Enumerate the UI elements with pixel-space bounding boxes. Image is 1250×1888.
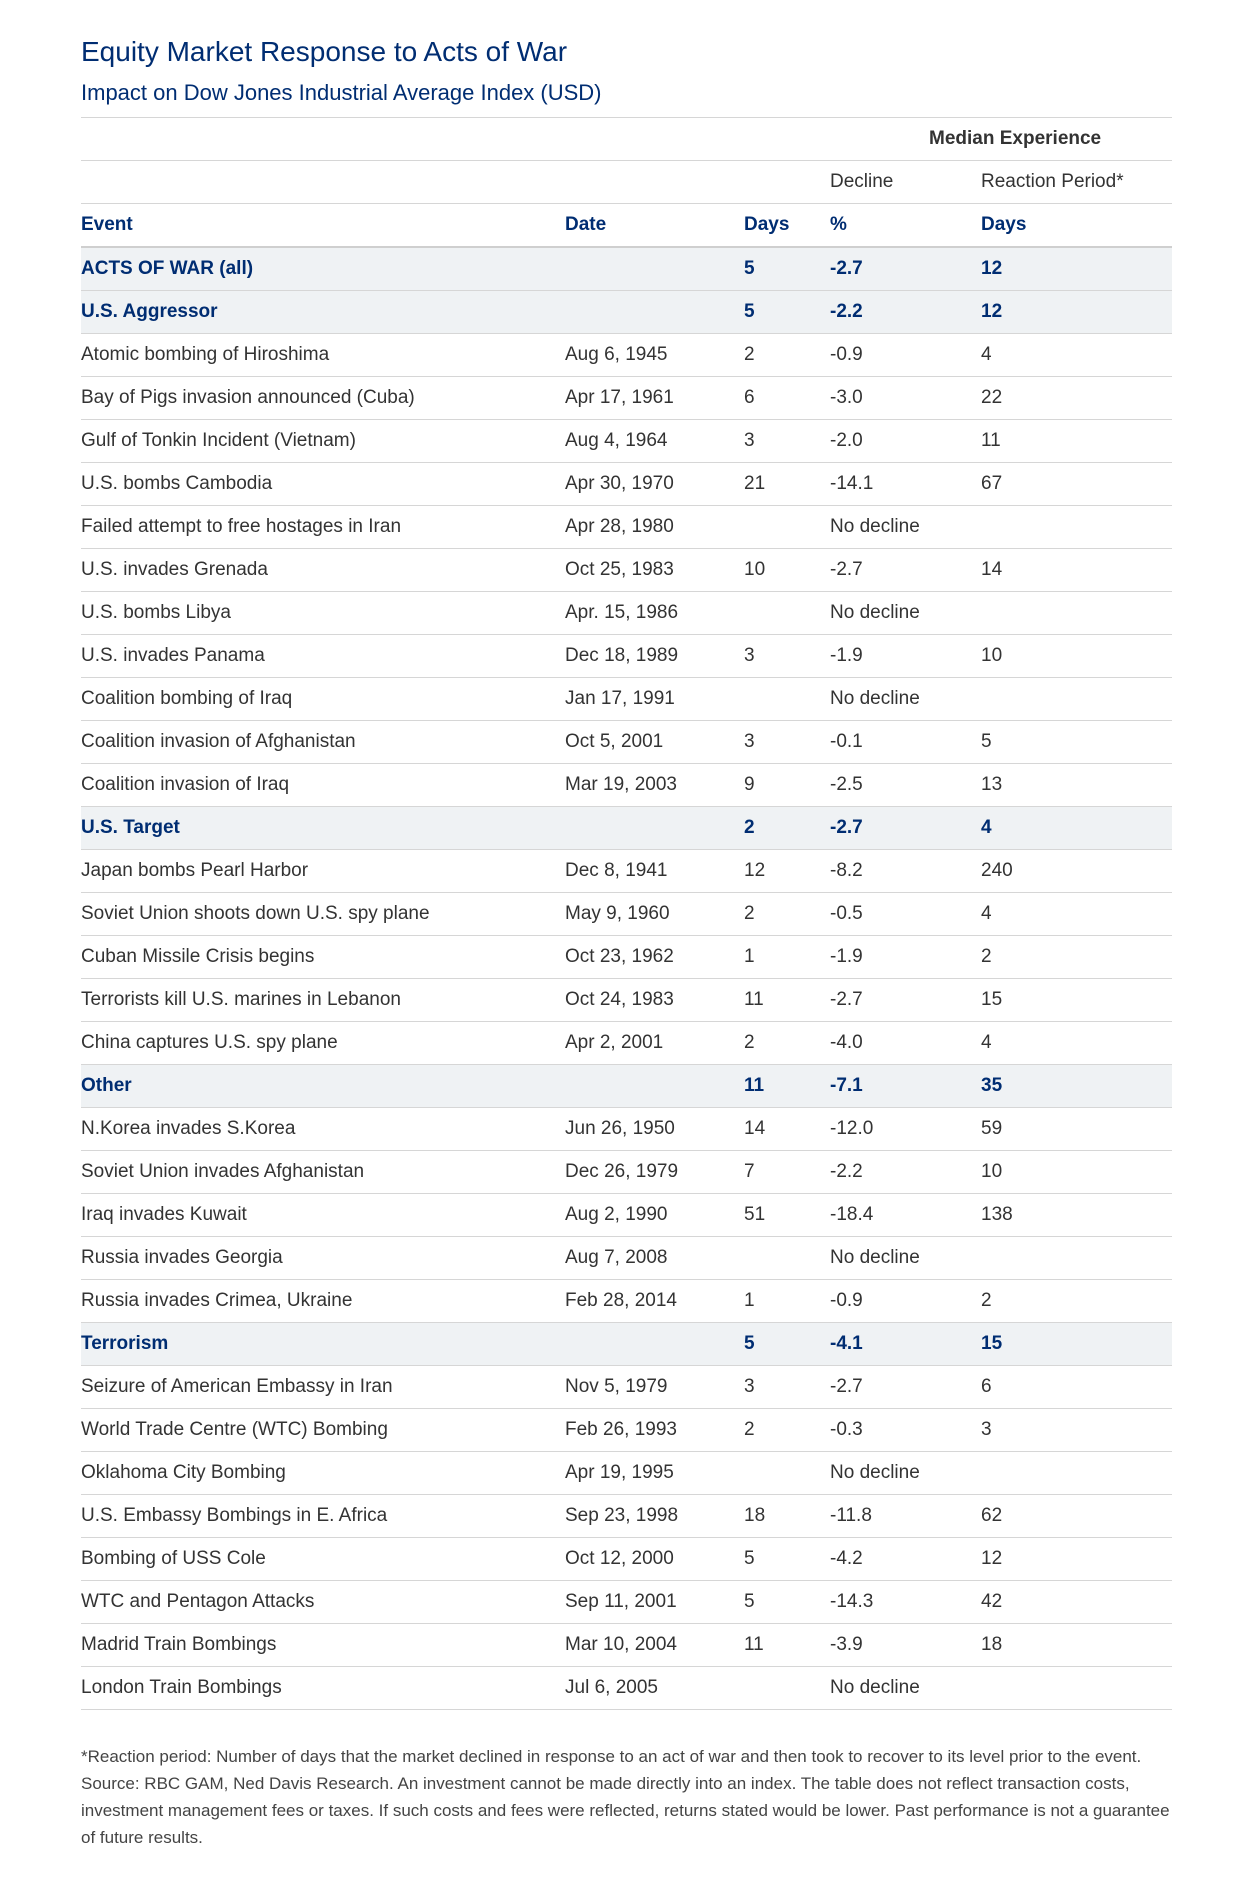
reaction-cell — [981, 1237, 1172, 1280]
date-cell — [565, 247, 744, 291]
date-cell: Apr 2, 2001 — [565, 1022, 744, 1065]
reaction-cell — [981, 678, 1172, 721]
table-row — [81, 764, 1172, 807]
days-cell: 9 — [744, 764, 830, 807]
group-summary-row — [81, 1323, 1172, 1366]
table-row — [81, 979, 1172, 1022]
date-cell: Dec 8, 1941 — [565, 850, 744, 893]
date-cell: Jun 26, 1950 — [565, 1108, 744, 1151]
decline-cell: No decline — [830, 506, 981, 549]
event-cell: China captures U.S. spy plane — [81, 1022, 565, 1065]
decline-cell: -11.8 — [830, 1495, 981, 1538]
table-row — [81, 1022, 1172, 1065]
reaction-cell — [981, 506, 1172, 549]
days-cell: 6 — [744, 377, 830, 420]
reaction-cell: 240 — [981, 850, 1172, 893]
date-cell: Sep 23, 1998 — [565, 1495, 744, 1538]
decline-cell: -0.1 — [830, 721, 981, 764]
table-row — [81, 1280, 1172, 1323]
reaction-cell: 67 — [981, 463, 1172, 506]
event-cell: U.S. bombs Libya — [81, 592, 565, 635]
decline-cell: -4.2 — [830, 1538, 981, 1581]
reaction-cell: 62 — [981, 1495, 1172, 1538]
days-cell: 21 — [744, 463, 830, 506]
days-cell: 10 — [744, 549, 830, 592]
table-row — [81, 463, 1172, 506]
days-cell: 51 — [744, 1194, 830, 1237]
event-cell: Soviet Union shoots down U.S. spy plane — [81, 893, 565, 936]
decline-cell: -1.9 — [830, 635, 981, 678]
table-row — [81, 1409, 1172, 1452]
event-cell: Bombing of USS Cole — [81, 1538, 565, 1581]
table-row — [81, 334, 1172, 377]
event-cell: Russia invades Georgia — [81, 1237, 565, 1280]
days-cell: 1 — [744, 1280, 830, 1323]
days-cell — [744, 678, 830, 721]
decline-cell: -0.9 — [830, 334, 981, 377]
event-cell: Russia invades Crimea, Ukraine — [81, 1280, 565, 1323]
date-cell: Jul 6, 2005 — [565, 1667, 744, 1710]
decline-cell: -3.9 — [830, 1624, 981, 1667]
reaction-cell: 5 — [981, 721, 1172, 764]
date-cell: Feb 26, 1993 — [565, 1409, 744, 1452]
decline-cell: -0.3 — [830, 1409, 981, 1452]
decline-cell: -2.7 — [830, 247, 981, 291]
reaction-cell: 15 — [981, 1323, 1172, 1366]
footnote: *Reaction period: Number of days that the market declined in response to an act of war and then took to recover to its level prior to the event. Source: RBC GAM, Ned Davis Research. An investment cannot be made directly into an index. The table does not reflect transaction costs, investment management fees or taxes. If such costs and fees were reflected, returns stated would be lower. Past performance is not a guarantee of future results. — [81, 1747, 1170, 1847]
event-cell: Terrorism — [81, 1323, 565, 1366]
decline-cell: -14.3 — [830, 1581, 981, 1624]
decline-cell: -2.7 — [830, 1366, 981, 1409]
table-row — [81, 1194, 1172, 1237]
date-cell: Mar 19, 2003 — [565, 764, 744, 807]
date-cell — [565, 807, 744, 850]
table-row — [81, 549, 1172, 592]
reaction-cell — [981, 592, 1172, 635]
days-cell: 5 — [744, 1323, 830, 1366]
page-subtitle: Impact on Dow Jones Industrial Average Index (USD) — [81, 80, 602, 105]
days-cell: 5 — [744, 1538, 830, 1581]
decline-cell: -2.2 — [830, 1151, 981, 1194]
date-cell: Apr 17, 1961 — [565, 377, 744, 420]
date-cell: Aug 7, 2008 — [565, 1237, 744, 1280]
reaction-cell: 10 — [981, 1151, 1172, 1194]
date-cell: Apr 30, 1970 — [565, 463, 744, 506]
event-cell: ACTS OF WAR (all) — [81, 247, 565, 291]
table-row — [81, 1667, 1172, 1710]
column-header-date: Date — [565, 204, 744, 248]
table-row — [81, 1452, 1172, 1495]
reaction-period-label: Reaction Period* — [981, 161, 1172, 204]
days-cell — [744, 1667, 830, 1710]
date-cell — [565, 291, 744, 334]
reaction-cell: 12 — [981, 291, 1172, 334]
decline-cell: -14.1 — [830, 463, 981, 506]
reaction-cell: 4 — [981, 334, 1172, 377]
decline-cell: -2.0 — [830, 420, 981, 463]
event-cell: N.Korea invades S.Korea — [81, 1108, 565, 1151]
table-row — [81, 936, 1172, 979]
date-cell: Oct 25, 1983 — [565, 549, 744, 592]
subheader-row — [81, 161, 1172, 204]
days-cell: 11 — [744, 1624, 830, 1667]
table-row — [81, 1237, 1172, 1280]
median-header-row — [81, 118, 1172, 161]
table-row — [81, 721, 1172, 764]
column-header-reaction-days: Days — [981, 204, 1172, 248]
reaction-cell: 4 — [981, 1022, 1172, 1065]
event-cell: Coalition invasion of Iraq — [81, 764, 565, 807]
decline-cell: No decline — [830, 592, 981, 635]
event-cell: Coalition bombing of Iraq — [81, 678, 565, 721]
reaction-cell: 42 — [981, 1581, 1172, 1624]
acts-of-war-table — [81, 117, 1172, 1710]
decline-cell: -1.9 — [830, 936, 981, 979]
date-cell: Sep 11, 2001 — [565, 1581, 744, 1624]
table-row — [81, 1366, 1172, 1409]
event-cell: U.S. Aggressor — [81, 291, 565, 334]
reaction-cell: 12 — [981, 247, 1172, 291]
decline-cell: -2.7 — [830, 807, 981, 850]
table-row — [81, 1151, 1172, 1194]
date-cell: Apr. 15, 1986 — [565, 592, 744, 635]
days-cell: 7 — [744, 1151, 830, 1194]
days-cell — [744, 1452, 830, 1495]
table-row — [81, 1495, 1172, 1538]
decline-cell: -2.7 — [830, 979, 981, 1022]
event-cell: Seizure of American Embassy in Iran — [81, 1366, 565, 1409]
decline-cell: -7.1 — [830, 1065, 981, 1108]
date-cell: Dec 18, 1989 — [565, 635, 744, 678]
event-cell: London Train Bombings — [81, 1667, 565, 1710]
reaction-cell: 2 — [981, 936, 1172, 979]
event-cell: World Trade Centre (WTC) Bombing — [81, 1409, 565, 1452]
table-row — [81, 635, 1172, 678]
reaction-cell: 35 — [981, 1065, 1172, 1108]
event-cell: Gulf of Tonkin Incident (Vietnam) — [81, 420, 565, 463]
decline-cell: -18.4 — [830, 1194, 981, 1237]
days-cell: 18 — [744, 1495, 830, 1538]
group-summary-row — [81, 807, 1172, 850]
days-cell: 5 — [744, 1581, 830, 1624]
table-row — [81, 506, 1172, 549]
date-cell: Oct 24, 1983 — [565, 979, 744, 1022]
date-cell: Apr 28, 1980 — [565, 506, 744, 549]
reaction-cell: 10 — [981, 635, 1172, 678]
event-cell: U.S. Target — [81, 807, 565, 850]
reaction-cell: 2 — [981, 1280, 1172, 1323]
event-cell: Coalition invasion of Afghanistan — [81, 721, 565, 764]
date-cell: Feb 28, 2014 — [565, 1280, 744, 1323]
event-cell: Oklahoma City Bombing — [81, 1452, 565, 1495]
event-cell: U.S. Embassy Bombings in E. Africa — [81, 1495, 565, 1538]
reaction-cell: 22 — [981, 377, 1172, 420]
reaction-cell — [981, 1452, 1172, 1495]
reaction-cell: 4 — [981, 893, 1172, 936]
column-header-days: Days — [744, 204, 830, 248]
date-cell: Aug 6, 1945 — [565, 334, 744, 377]
days-cell: 5 — [744, 247, 830, 291]
event-cell: Atomic bombing of Hiroshima — [81, 334, 565, 377]
date-cell: Oct 23, 1962 — [565, 936, 744, 979]
date-cell: Mar 10, 2004 — [565, 1624, 744, 1667]
date-cell: Aug 2, 1990 — [565, 1194, 744, 1237]
event-cell: U.S. bombs Cambodia — [81, 463, 565, 506]
decline-cell: -0.5 — [830, 893, 981, 936]
decline-cell: -2.7 — [830, 549, 981, 592]
event-cell: Bay of Pigs invasion announced (Cuba) — [81, 377, 565, 420]
event-cell: U.S. invades Panama — [81, 635, 565, 678]
column-header-row — [81, 204, 1172, 248]
event-cell: U.S. invades Grenada — [81, 549, 565, 592]
page-title: Equity Market Response to Acts of War — [81, 36, 568, 67]
event-cell: Failed attempt to free hostages in Iran — [81, 506, 565, 549]
days-cell: 2 — [744, 807, 830, 850]
event-cell: Iraq invades Kuwait — [81, 1194, 565, 1237]
date-cell: Oct 12, 2000 — [565, 1538, 744, 1581]
reaction-cell: 13 — [981, 764, 1172, 807]
date-cell — [565, 1065, 744, 1108]
date-cell — [565, 1323, 744, 1366]
table-row — [81, 1538, 1172, 1581]
date-cell: Aug 4, 1964 — [565, 420, 744, 463]
days-cell — [744, 592, 830, 635]
event-cell: Other — [81, 1065, 565, 1108]
median-experience-label: Median Experience — [830, 118, 1172, 161]
days-cell: 3 — [744, 721, 830, 764]
event-cell: Cuban Missile Crisis begins — [81, 936, 565, 979]
group-summary-row — [81, 247, 1172, 291]
table-row — [81, 1581, 1172, 1624]
group-summary-row — [81, 291, 1172, 334]
event-cell: Japan bombs Pearl Harbor — [81, 850, 565, 893]
reaction-cell: 11 — [981, 420, 1172, 463]
table-row — [81, 420, 1172, 463]
table-row — [81, 377, 1172, 420]
days-cell: 1 — [744, 936, 830, 979]
decline-cell: No decline — [830, 1237, 981, 1280]
decline-cell: -2.5 — [830, 764, 981, 807]
table-body — [81, 247, 1172, 1710]
days-cell: 3 — [744, 635, 830, 678]
days-cell — [744, 506, 830, 549]
decline-cell: No decline — [830, 1667, 981, 1710]
days-cell: 2 — [744, 1022, 830, 1065]
decline-cell: No decline — [830, 1452, 981, 1495]
decline-cell: -3.0 — [830, 377, 981, 420]
reaction-cell: 15 — [981, 979, 1172, 1022]
decline-cell: -4.0 — [830, 1022, 981, 1065]
days-cell: 2 — [744, 893, 830, 936]
column-header-percent: % — [830, 204, 981, 248]
days-cell: 3 — [744, 1366, 830, 1409]
decline-cell: -2.2 — [830, 291, 981, 334]
reaction-cell: 3 — [981, 1409, 1172, 1452]
event-cell: Madrid Train Bombings — [81, 1624, 565, 1667]
table-row — [81, 893, 1172, 936]
table-row — [81, 850, 1172, 893]
reaction-cell: 4 — [981, 807, 1172, 850]
decline-cell: -12.0 — [830, 1108, 981, 1151]
date-cell: Oct 5, 2001 — [565, 721, 744, 764]
reaction-cell: 138 — [981, 1194, 1172, 1237]
days-cell: 3 — [744, 420, 830, 463]
table-row — [81, 678, 1172, 721]
days-cell: 2 — [744, 1409, 830, 1452]
group-summary-row — [81, 1065, 1172, 1108]
days-cell: 2 — [744, 334, 830, 377]
table-row — [81, 1624, 1172, 1667]
date-cell: Jan 17, 1991 — [565, 678, 744, 721]
date-cell: Nov 5, 1979 — [565, 1366, 744, 1409]
column-header-event: Event — [81, 204, 565, 248]
event-cell: Terrorists kill U.S. marines in Lebanon — [81, 979, 565, 1022]
reaction-cell: 6 — [981, 1366, 1172, 1409]
reaction-cell — [981, 1667, 1172, 1710]
table-row — [81, 1108, 1172, 1151]
date-cell: Apr 19, 1995 — [565, 1452, 744, 1495]
date-cell: Dec 26, 1979 — [565, 1151, 744, 1194]
decline-cell: No decline — [830, 678, 981, 721]
days-cell: 12 — [744, 850, 830, 893]
date-cell: May 9, 1960 — [565, 893, 744, 936]
reaction-cell: 12 — [981, 1538, 1172, 1581]
event-cell: Soviet Union invades Afghanistan — [81, 1151, 565, 1194]
decline-cell: -4.1 — [830, 1323, 981, 1366]
days-cell: 5 — [744, 291, 830, 334]
days-cell — [744, 1237, 830, 1280]
reaction-cell: 14 — [981, 549, 1172, 592]
days-cell: 11 — [744, 979, 830, 1022]
decline-cell: -8.2 — [830, 850, 981, 893]
days-cell: 14 — [744, 1108, 830, 1151]
decline-label: Decline — [830, 161, 981, 204]
event-cell: WTC and Pentagon Attacks — [81, 1581, 565, 1624]
reaction-cell: 18 — [981, 1624, 1172, 1667]
reaction-cell: 59 — [981, 1108, 1172, 1151]
table-row — [81, 592, 1172, 635]
days-cell: 11 — [744, 1065, 830, 1108]
decline-cell: -0.9 — [830, 1280, 981, 1323]
